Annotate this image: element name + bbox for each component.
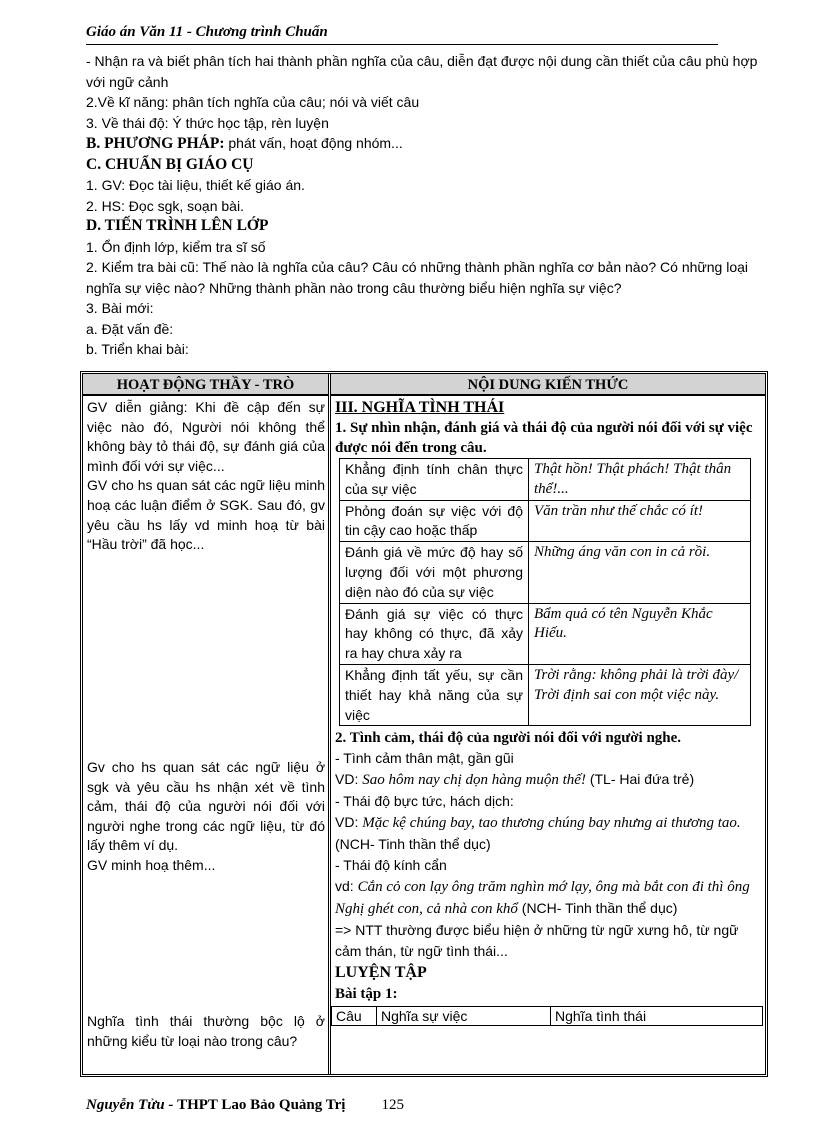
s2-line-3: - Thái độ kính cẩn bbox=[335, 857, 447, 874]
s2-example-3 bbox=[335, 876, 763, 920]
subsection-1-title: 1. Sự nhìn nhận, đánh giá và thái độ của người nói đối với sự việc được nói đến trong câu. bbox=[335, 420, 753, 456]
right-column-header: NỘI DUNG KIẾN THỨC bbox=[331, 374, 765, 396]
preparation-student: 2. HS: Đọc sgk, soạn bài. bbox=[86, 197, 244, 214]
preparation-heading: C. CHUẨN BỊ GIÁO CỤ bbox=[86, 155, 254, 173]
section-title: III. NGHĨA TÌNH THÁI bbox=[335, 399, 505, 416]
modality-label: Khẳng định tất yếu, sự cần thiết hay khả năng của sự việc bbox=[340, 664, 529, 725]
s2-example-3-label: vd: bbox=[335, 878, 358, 895]
preparation-teacher: 1. GV: Đọc tài liệu, thiết kế giáo án. bbox=[86, 177, 305, 193]
modality-example: Những áng văn con in cả rồi. bbox=[529, 542, 751, 603]
modality-row bbox=[340, 664, 751, 725]
left-activity-block-3 bbox=[87, 1012, 325, 1051]
method-label: B. PHƯƠNG PHÁP: bbox=[86, 135, 225, 152]
procedure-heading: D. TIẾN TRÌNH LÊN LỚP bbox=[86, 217, 269, 234]
modality-example: Bẩm quả có tên Nguyễn Khắc Hiếu. bbox=[529, 603, 751, 664]
s2-line-2: - Thái độ bực tức, hách dịch: bbox=[335, 793, 514, 810]
left-activity-p1: GV diễn giảng: Khi đề cập đến sự việc nào đó, Người nói không thể không bày tỏ thái độ, sự đánh giá của mình đối với sự việc... bbox=[87, 399, 325, 474]
s2-example-1-label: VD: bbox=[335, 771, 363, 788]
right-content bbox=[335, 398, 763, 1026]
procedure-step-3b: b. Triển khai bài: bbox=[86, 341, 189, 357]
modality-example: Văn trần như thế chắc có ít! bbox=[529, 500, 751, 542]
practice-title: LUYỆN TẬP bbox=[335, 964, 427, 982]
s2-example-2 bbox=[335, 812, 763, 855]
footer-school: THPT Lao Bảo Quảng Trị bbox=[177, 1097, 346, 1113]
left-activity-p2: GV cho hs quan sát các ngữ liệu minh hoạ các luận điểm ở SGK. Sau đó, gv yêu cầu hs lấy vd minh hoạ từ bài “Hầu trời” đã học... bbox=[87, 477, 325, 553]
page-footer bbox=[86, 1097, 404, 1114]
left-activity-p5: Nghĩa tình thái thường bộc lộ ở những kiểu từ loại nào trong câu? bbox=[87, 1013, 325, 1049]
modality-row bbox=[340, 542, 751, 603]
left-column-header: HOẠT ĐỘNG THẦY - TRÒ bbox=[83, 374, 328, 396]
procedure-step-2: 2. Kiểm tra bài cũ: Thế nào là nghĩa của câu? Câu có những thành phần nghĩa cơ bản nào? Có những loại nghĩa sự việc nào? Những thành phần nào trong câu thường biểu hiện nghĩa sự việc? bbox=[86, 259, 749, 296]
page-number: 125 bbox=[381, 1097, 404, 1113]
s2-example-1-source: (TL- Hai đứa trẻ) bbox=[585, 771, 695, 788]
exercise-header-cau: Câu bbox=[332, 1007, 377, 1026]
left-activity-p3: Gv cho hs quan sát các ngữ liệu ở sgk và yêu cầu hs nhận xét về tình cảm, thái độ của người nói đối với người nghe trong các ngữ liệu, từ đó lấy thêm ví dụ. bbox=[87, 759, 325, 854]
left-activity-block-2 bbox=[87, 758, 325, 876]
s2-example-1 bbox=[335, 769, 763, 791]
s2-example-2-quote: Mặc kệ chúng bay, tao thương chúng bay nhưng ai thương tao. bbox=[362, 815, 741, 832]
document-header-title: Giáo án Văn 11 - Chương trình Chuẩn bbox=[86, 24, 328, 40]
s2-example-2-source: (NCH- Tinh thần thể dục) bbox=[335, 836, 491, 853]
procedure-step-3: 3. Bài mới: bbox=[86, 300, 154, 316]
s2-example-1-quote: Sao hôm nay chị dọn hàng muộn thế! bbox=[362, 772, 586, 789]
left-activity-block-1 bbox=[87, 398, 325, 555]
modality-label: Đánh giá về mức độ hay số lượng đối với một phương diện nào đó của sự việc bbox=[340, 542, 529, 603]
exercise-table bbox=[331, 1006, 763, 1026]
modality-example: Thật hồn! Thật phách! Thật thân thể!... bbox=[529, 459, 751, 501]
exercise-table-header bbox=[332, 1007, 763, 1026]
modality-label: Đánh giá sự việc có thực hay không có thực, đã xảy ra hay chưa xảy ra bbox=[340, 603, 529, 664]
modality-example: Trời rằng: không phải là trời đày/ Trời định sai con một việc này. bbox=[529, 664, 751, 725]
method-text: phát vấn, hoạt động nhóm... bbox=[224, 135, 403, 151]
s2-line-1: - Tình cảm thân mật, gần gũi bbox=[335, 750, 514, 767]
lesson-table bbox=[80, 371, 768, 1077]
procedure-step-1: 1. Ổn định lớp, kiểm tra sĩ số bbox=[86, 238, 266, 255]
modality-row bbox=[340, 500, 751, 542]
modality-label: Khẳng định tính chân thực của sự việc bbox=[340, 459, 529, 501]
header-rule bbox=[86, 44, 718, 45]
exercise-1-title: Bài tập 1: bbox=[335, 986, 398, 1003]
procedure-step-3a: a. Đặt vấn đề: bbox=[86, 320, 174, 337]
subsection-2-title: 2. Tình cảm, thái độ của người nói đối với người nghe. bbox=[335, 730, 682, 747]
objective-line-2: 2.Về kĩ năng: phân tích nghĩa của câu; nói và viết câu bbox=[86, 94, 420, 110]
modality-label: Phỏng đoán sự việc với độ tin cậy cao hoặc thấp bbox=[340, 500, 529, 542]
s2-conclusion: => NTT thường được biểu hiện ở những từ ngữ xưng hô, từ ngữ cảm thán, từ ngữ tình thái... bbox=[335, 922, 739, 960]
column-divider bbox=[328, 374, 331, 1074]
modality-table bbox=[339, 458, 751, 726]
intro-section bbox=[86, 51, 766, 360]
subsection-2-body bbox=[335, 748, 763, 962]
s2-example-2-label: VD: bbox=[335, 814, 363, 831]
left-activity-p4: GV minh hoạ thêm... bbox=[87, 856, 216, 873]
objective-line-3: 3. Về thái độ: Ý thức học tập, rèn luyện bbox=[86, 114, 329, 131]
objective-line-1: - Nhận ra và biết phân tích hai thành phần nghĩa của câu, diễn đạt được nội dung cần thiết của câu phù hợp với ngữ cảnh bbox=[86, 53, 758, 90]
method-line bbox=[86, 133, 766, 155]
s2-example-3-quote: Cắn cỏ con lạy ông trăm nghìn mớ lạy, ông mà bắt con đi thì ông Nghị ghét con, cả nhà con khổ bbox=[335, 879, 750, 918]
s2-example-3-source: (NCH- Tinh thần thể dục) bbox=[517, 900, 678, 917]
footer-author: Nguyễn Tửu - bbox=[86, 1097, 178, 1113]
exercise-header-event-meaning: Nghĩa sự việc bbox=[377, 1007, 551, 1026]
modality-row bbox=[340, 459, 751, 501]
modality-row bbox=[340, 603, 751, 664]
exercise-header-modal-meaning: Nghĩa tình thái bbox=[551, 1007, 763, 1026]
